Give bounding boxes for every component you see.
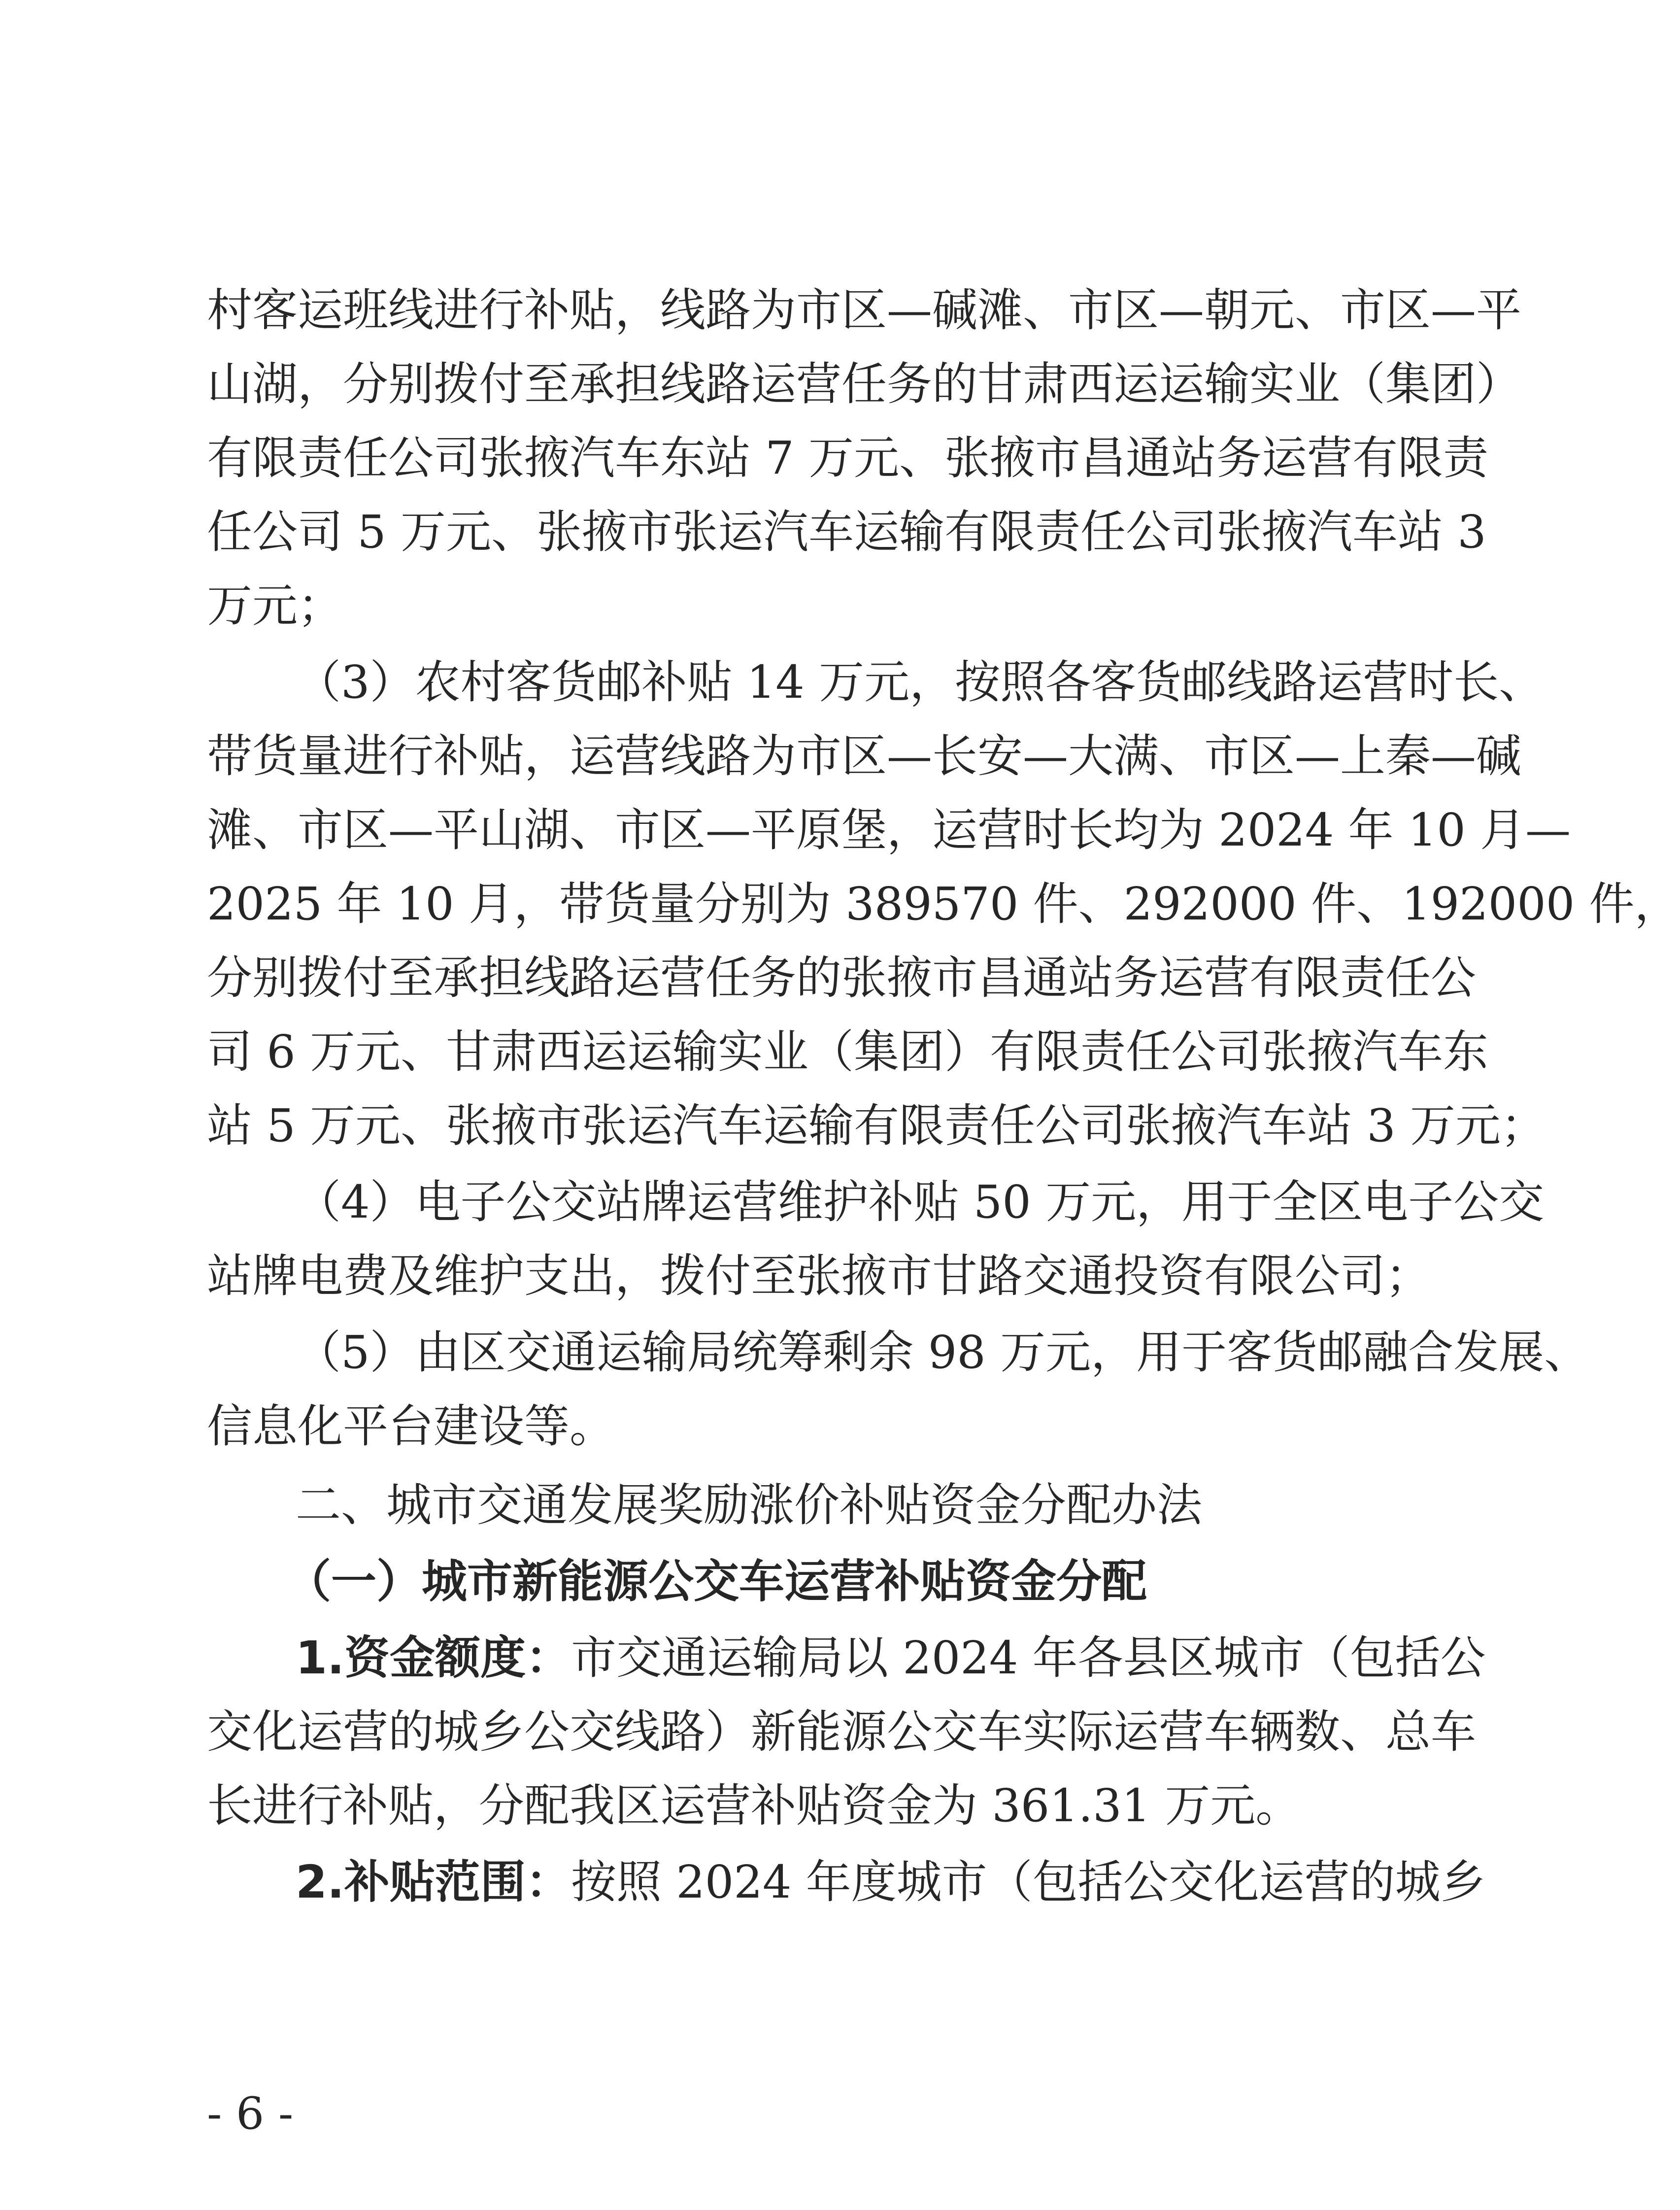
section-heading: 二、城市交通发展奖励涨价补贴资金分配办法 (296, 1479, 1203, 1531)
text-line: 长进行补贴，分配我区运营补贴资金为 361.31 万元。 (207, 1779, 1301, 1832)
text-line: 站牌电费及维护支出，拨付至张掖市甘路交通投资有限公司； (207, 1250, 1431, 1302)
text-line: 信息化平台建设等。 (207, 1400, 615, 1453)
text-line: 万元； (207, 579, 343, 632)
text-line: 分别拨付至承担线路运营任务的张掖市昌通站务运营有限责任公 (207, 952, 1477, 1004)
text-line: 2025 年 10 月，带货量分别为 389570 件、292000 件、192000 件， (207, 878, 1680, 930)
page-number: - 6 - (207, 2088, 294, 2140)
text-line: 交化运营的城乡公交线路）新能源公交车实际运营车辆数、总车 (207, 1705, 1477, 1758)
text-line: 村客运班线进行补贴，线路为市区—碱滩、市区—朝元、市区—平 (207, 284, 1522, 337)
text-line: 山湖，分别拨付至承担线路运营任务的甘肃西运运输实业（集团） (207, 358, 1522, 410)
item-2-line (296, 1845, 1486, 1919)
text-line: 带货量进行补贴，运营线路为市区—长安—大满、市区—上秦—碱 (207, 730, 1522, 782)
subsection-heading: （一）城市新能源公交车运营补贴资金分配 (286, 1555, 1147, 1608)
text-line: （4）电子公交站牌运营维护补贴 50 万元，用于全区电子公交 (296, 1176, 1545, 1228)
item-2-label: 2.补贴范围： (296, 1856, 571, 1908)
text-line: 任公司 5 万元、张掖市张运汽车运输有限责任公司张掖汽车站 3 (207, 506, 1486, 558)
text-line: 有限责任公司张掖汽车东站 7 万元、张掖市昌通站务运营有限责 (207, 432, 1489, 484)
text-line: 站 5 万元、张掖市张运汽车运输有限责任公司张掖汽车站 3 万元； (207, 1099, 1546, 1152)
text-line: （5）由区交通运输局统筹剩余 98 万元，用于客货邮融合发展、 (296, 1326, 1590, 1379)
item-1-text: 市交通运输局以 2024 年各县区城市（包括公 (571, 1632, 1486, 1684)
text-line: （3）农村客货邮补贴 14 万元，按照各客货邮线路运营时长、 (296, 656, 1545, 709)
text-line: 司 6 万元、甘肃西运运输实业（集团）有限责任公司张掖汽车东 (207, 1025, 1489, 1078)
item-2-text: 按照 2024 年度城市（包括公交化运营的城乡 (571, 1856, 1486, 1908)
item-1-line (296, 1621, 1486, 1695)
text-line: 滩、市区—平山湖、市区—平原堡，运营时长均为 2024 年 10 月— (207, 804, 1571, 856)
item-1-label: 1.资金额度： (296, 1632, 571, 1684)
